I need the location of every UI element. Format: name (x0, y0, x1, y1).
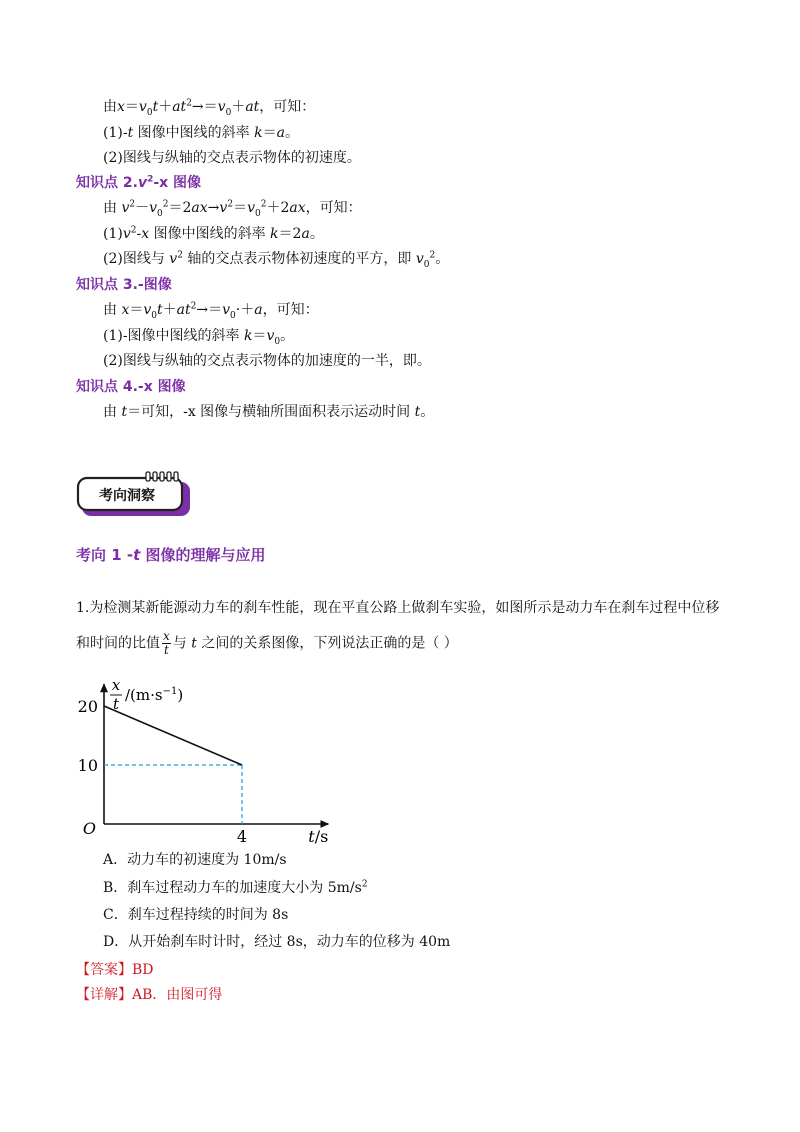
tick-label-y-10: 10 (77, 756, 98, 775)
banner-label: 考向洞察 (99, 488, 155, 504)
option-d: D．从开始刹车时计时，经过 8s，动力车的位移为 40m (103, 934, 451, 950)
k4-text: 由 t＝可知，-x 图像与横轴所围面积表示运动时间 t。 (103, 404, 435, 420)
k2-equation: 由 $v^2-v_0^2=2ax\to v^2=v_0^2+2ax$，可知： (103, 199, 362, 219)
y-axis-label-denominator: t (112, 695, 120, 713)
option-c: C．刹车过程持续的时间为 8s (103, 907, 289, 923)
k3-item-2: (2)图线与纵轴的交点表示物体的加速度的一半，即。 (103, 353, 431, 369)
y-axis-label-unit: $/(m\cdot s^{-1})$ (125, 686, 184, 704)
x-axis-label-unit: /s (314, 827, 329, 846)
y-axis-label (110, 676, 183, 713)
y-axis-label-numerator: x (111, 676, 121, 694)
section-title: 考向 1 -t 图像的理解与应用 (76, 546, 266, 564)
chart (70, 672, 329, 862)
answer: 【答案】BD (76, 962, 154, 978)
k3-item-1: (1)-图像中图线的斜率 $k=v_0$。 (103, 328, 295, 347)
k4-heading: 知识点 4.-x 图像 (76, 379, 186, 395)
section-banner (76, 470, 194, 520)
k1-equation: 由$x=v_0t+at^2\to=v_0+at$，可知： (103, 98, 316, 118)
tick-label-x-4: 4 (236, 827, 248, 846)
question-line-2: 和时间的比值 $\frac{x}{t}$ 与 t 之间的关系图像，下列说法正确的是（ ） (76, 629, 458, 657)
k2-heading: 知识点 $2.v^2-x$ 图像 (76, 174, 202, 191)
k3-equation: 由 $x=v_0t+at^2\to=v_0\cdot+a$，可知： (103, 301, 319, 321)
k2-item-2: (2)图线与 $v^2$ 轴的交点表示物体初速度的平方，即 $v_0^2$。 (103, 250, 450, 270)
k1-item-2: (2)图线与纵轴的交点表示物体的初速度。 (103, 150, 361, 166)
option-b: B．刹车过程动力车的加速度大小为 $5m/s^2$ (103, 879, 368, 896)
x-axis-label-variable: t (308, 827, 315, 846)
question-line-1: 1.为检测某新能源动力车的刹车性能，现在平直公路上做刹车实验，如图所示是动力车在刹车过程中位移 (76, 600, 720, 616)
detail: 【详解】AB．由图可得 (76, 987, 223, 1003)
x-axis-label (308, 827, 328, 846)
k2-item-1: $(1)v^2-x$ 图像中图线的斜率 k＝2a。 (103, 225, 324, 242)
series-line (104, 706, 242, 765)
tick-label-y-20: 20 (77, 697, 98, 716)
origin-label: O (82, 819, 96, 838)
k1-item-1: (1)-t 图像中图线的斜率 k＝a。 (103, 125, 299, 141)
option-a: A．动力车的初速度为 10m/s (103, 852, 287, 868)
question-fraction: $\frac{x}{t}$ (163, 629, 170, 657)
k3-heading: 知识点 3.-图像 (76, 277, 172, 293)
